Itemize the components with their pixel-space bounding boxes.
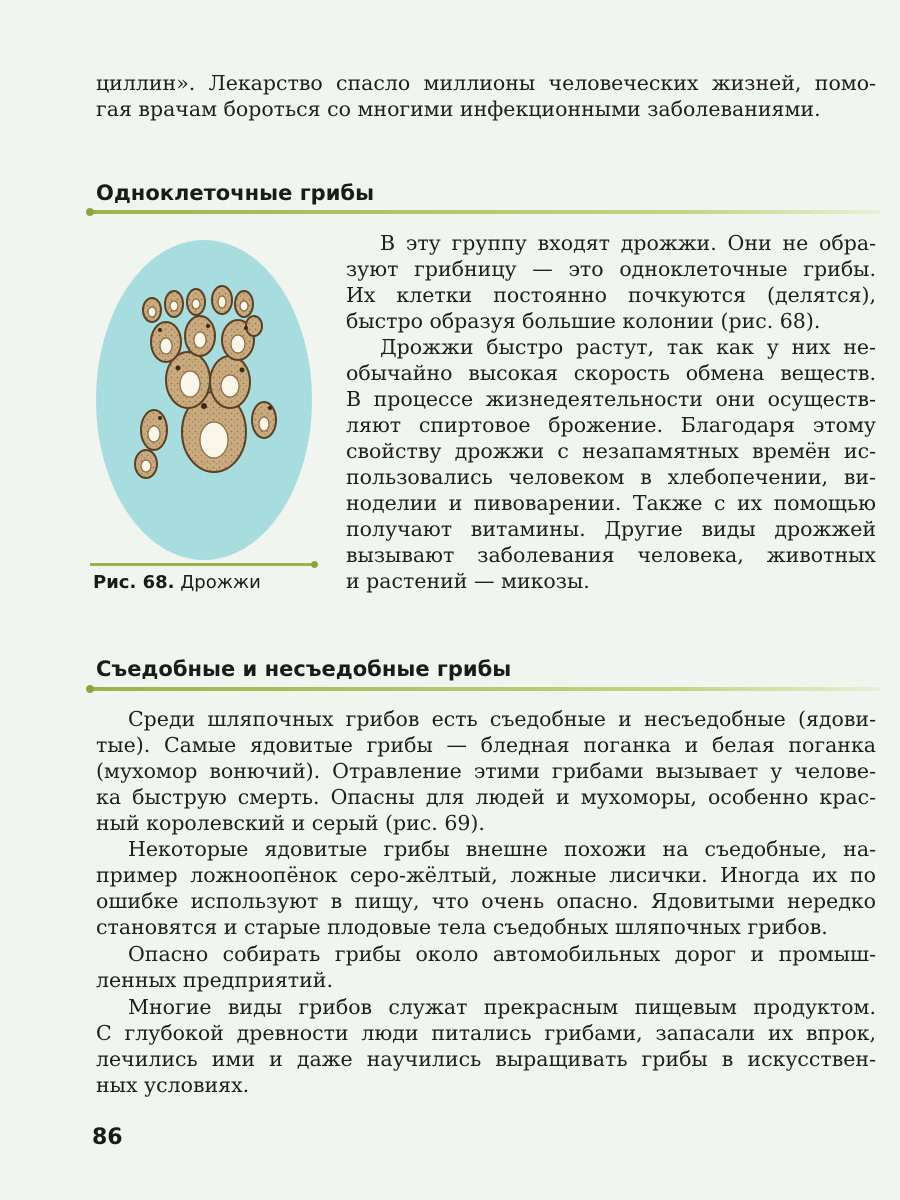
text-line: Их клетки постоянно почкуются (делятся), bbox=[346, 283, 876, 307]
figure-caption bbox=[93, 572, 261, 593]
heading-rule bbox=[90, 687, 880, 691]
text-line: Опасно собирать грибы около автомобильных дорог и промыш- bbox=[128, 942, 876, 966]
text-line: ка быструю смерть. Опасны для людей и мухоморы, особенно крас- bbox=[96, 785, 876, 809]
section1-paragraph2 bbox=[346, 334, 876, 594]
text-line: лечились ими и даже научились выращивать грибы в искусствен- bbox=[96, 1047, 876, 1071]
text-line: Многие виды грибов служат прекрасным пищевым продуктом. bbox=[128, 995, 876, 1019]
text-line: быстро образуя большие колонии (рис. 68). bbox=[346, 309, 821, 333]
text-line: С глубокой древности люди питались грибами, запасали их впрок, bbox=[96, 1021, 876, 1045]
yeast-cells-illustration bbox=[92, 232, 322, 562]
text-line: ноделии и пивоварении. Также с их помощью bbox=[346, 491, 876, 515]
section2-paragraph4 bbox=[96, 994, 876, 1098]
text-line: обычайно высокая скорость обмена веществ. bbox=[346, 361, 876, 385]
text-line: пример ложноопёнок серо-жёлтый, ложные лисички. Иногда их по bbox=[96, 863, 876, 887]
text-line: В эту группу входят дрожжи. Они не обра- bbox=[380, 231, 876, 255]
text-line: Среди шляпочных грибов есть съедобные и несъедобные (ядови- bbox=[128, 707, 876, 731]
section2-paragraph3 bbox=[96, 941, 876, 993]
section-heading-edible: Съедобные и несъедобные грибы bbox=[96, 657, 512, 681]
text-line: гая врачам бороться со многими инфекционными заболеваниями. bbox=[96, 97, 821, 121]
section-heading-unicellular: Одноклеточные грибы bbox=[96, 181, 375, 205]
heading-rule bbox=[90, 210, 880, 214]
text-line: зуют грибницу — это одноклеточные грибы. bbox=[346, 257, 876, 281]
text-line: ных условиях. bbox=[96, 1073, 250, 1097]
text-line: циллин». Лекарство спасло миллионы человеческих жизней, помо- bbox=[96, 71, 876, 95]
text-line: Дрожжи быстро растут, так как у них не- bbox=[380, 335, 876, 359]
section2-paragraph1 bbox=[96, 706, 876, 836]
top-paragraph bbox=[96, 70, 876, 122]
text-line: пользовались человеком в хлебопечении, ви- bbox=[346, 465, 876, 489]
text-line: получают витамины. Другие виды дрожжей bbox=[346, 517, 876, 541]
text-line: Некоторые ядовитые грибы внешне похожи на съедобные, на- bbox=[128, 837, 876, 861]
text-line: тые). Самые ядовитые грибы — бледная поганка и белая поганка bbox=[96, 733, 876, 757]
text-line: (мухомор вонючий). Отравление этими грибами вызывает у челове- bbox=[96, 759, 876, 783]
caption-rule bbox=[90, 563, 314, 566]
text-line: и растений — микозы. bbox=[346, 569, 590, 593]
figure-label: Рис. 68. bbox=[93, 572, 175, 593]
text-line: ный королевский и серый (рис. 69). bbox=[96, 811, 485, 835]
text-line: становятся и старые плодовые тела съедобных шляпочных грибов. bbox=[96, 915, 828, 939]
text-line: ленных предприятий. bbox=[96, 968, 333, 992]
text-line: ляют спиртовое брожение. Благодаря этому bbox=[346, 413, 876, 437]
page-number: 86 bbox=[92, 1125, 123, 1150]
text-line: вызывают заболевания человека, животных bbox=[346, 543, 876, 567]
text-line: В процессе жизнедеятельности они осуществ- bbox=[346, 387, 876, 411]
text-line: свойству дрожжи с незапамятных времён ис- bbox=[346, 439, 876, 463]
text-line: ошибке используют в пищу, что очень опасно. Ядовитыми нередко bbox=[96, 889, 876, 913]
section1-paragraph1 bbox=[346, 230, 876, 334]
section2-paragraph2 bbox=[96, 836, 876, 940]
figure-caption-text: Дрожжи bbox=[180, 572, 261, 593]
